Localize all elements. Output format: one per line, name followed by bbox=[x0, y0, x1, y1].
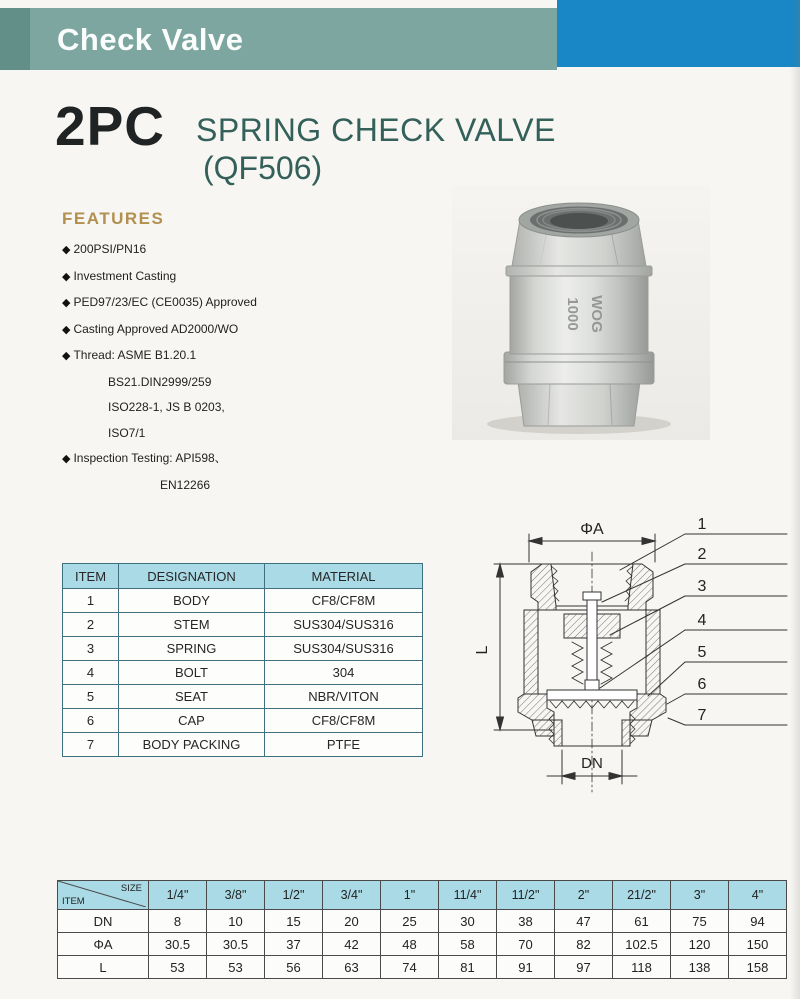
table-row-l: L 53 53 56 63 74 81 91 97 118 138 158 bbox=[58, 956, 787, 979]
col-designation: DESIGNATION bbox=[119, 564, 265, 589]
technical-drawing bbox=[452, 498, 800, 800]
callout-7: 7 bbox=[697, 707, 707, 724]
product-photo bbox=[452, 186, 710, 440]
diamond-bullet-icon: ◆ bbox=[62, 323, 71, 336]
feature-item: ◆ PED97/23/EC (CE0035) Approved bbox=[62, 295, 257, 309]
feature-item: EN12266 bbox=[160, 477, 211, 492]
body-marking-wog: WOG bbox=[588, 295, 605, 333]
table-row: 4 BOLT 304 bbox=[63, 661, 423, 685]
table-row-dn: DN 8 10 15 20 25 30 38 47 61 75 94 bbox=[58, 910, 787, 933]
size-table bbox=[57, 880, 787, 979]
features-section bbox=[62, 209, 442, 498]
scan-edge-shadow bbox=[790, 0, 800, 999]
col-material: MATERIAL bbox=[265, 564, 423, 589]
col-item: ITEM bbox=[63, 564, 119, 589]
callout-5: 5 bbox=[697, 644, 707, 661]
callout-6: 6 bbox=[697, 676, 707, 693]
diamond-bullet-icon: ◆ bbox=[62, 297, 71, 309]
header-band-blue bbox=[557, 0, 800, 67]
feature-item: ◆ 200PSI/PN16 bbox=[62, 242, 147, 256]
corner-item-label: ITEM bbox=[62, 896, 85, 907]
body-marking-1000: 1000 bbox=[564, 297, 581, 331]
dim-phi-a-label: ΦA bbox=[580, 521, 604, 538]
category-title: Check Valve bbox=[57, 22, 244, 57]
callout-2: 2 bbox=[697, 546, 707, 563]
dim-dn-label: DN bbox=[581, 755, 603, 772]
feature-item: ◆ Thread: ASME B1.20.1 bbox=[62, 348, 197, 362]
table-row: 1 BODY CF8/CF8M bbox=[63, 589, 423, 613]
diamond-bullet-icon: ◆ bbox=[62, 244, 71, 256]
table-row: 2 STEM SUS304/SUS316 bbox=[63, 613, 423, 637]
feature-item: BS21.DIN2999/259 bbox=[108, 374, 212, 389]
diamond-bullet-icon: ◆ bbox=[62, 350, 71, 362]
dim-l-label: L bbox=[474, 645, 491, 655]
table-row: 5 SEAT NBR/VITON bbox=[63, 685, 423, 709]
table-row-phi-a: ΦA 30.5 30.5 37 42 48 58 70 82 102.5 120 150 bbox=[58, 933, 787, 956]
parts-table bbox=[62, 563, 423, 757]
size-header-row: SIZE ITEM 1/4" 3/8" 1/2" 3/4" 1" 11/4" 11/2" 2" 21/2" 3" 4" bbox=[58, 881, 787, 910]
table-row: 3 SPRING SUS304/SUS316 bbox=[63, 637, 423, 661]
feature-item: ISO228-1, JS B 0203, bbox=[108, 400, 225, 414]
callout-3: 3 bbox=[697, 578, 707, 595]
feature-item: ◆ Casting Approved AD2000/WO bbox=[62, 321, 239, 336]
callout-1: 1 bbox=[697, 516, 707, 533]
feature-item: ISO7/1 bbox=[108, 425, 146, 440]
diamond-bullet-icon: ◆ bbox=[62, 453, 71, 465]
callout-4: 4 bbox=[697, 612, 707, 629]
features-heading: FEATURES bbox=[62, 209, 165, 228]
feature-item: ◆ Inspection Testing: API598、 bbox=[62, 451, 227, 465]
header-band-teal-dark bbox=[0, 8, 30, 70]
table-row: 6 CAP CF8/CF8M bbox=[63, 709, 423, 733]
table-row: 7 BODY PACKING PTFE bbox=[63, 733, 423, 757]
diamond-bullet-icon: ◆ bbox=[62, 270, 71, 283]
diagonal-corner-cell bbox=[58, 881, 149, 910]
product-title-line1: SPRING CHECK VALVE bbox=[196, 112, 556, 148]
corner-size-label: SIZE bbox=[120, 883, 142, 894]
feature-item: ◆ Investment Casting bbox=[62, 268, 177, 283]
product-title-line2: (QF506) bbox=[203, 150, 323, 186]
product-code: 2PC bbox=[55, 95, 165, 157]
parts-header-row bbox=[63, 564, 423, 589]
